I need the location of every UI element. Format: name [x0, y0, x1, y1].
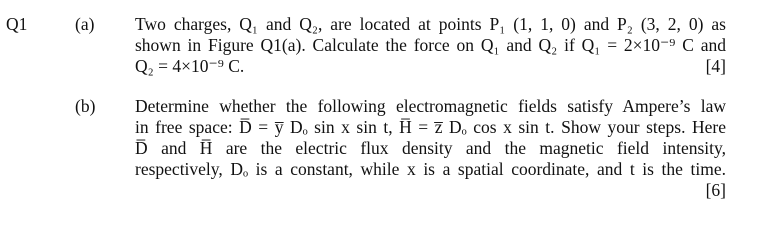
part-a-label: (a): [75, 14, 95, 34]
part-b-line-4: respectively, Dₒ is a constant, while x is a spatial coordinate, and t is the time.: [135, 159, 726, 179]
part-a-line-3: Q₂ = 4×10⁻⁹ C.: [135, 56, 245, 76]
part-a-text: [135, 14, 726, 77]
part-b-marks: [6]: [705, 180, 726, 199]
part-b-text: [135, 96, 726, 199]
part-b-line-3: D̅ and H̅ are the electric flux density and the magnetic field intensity,: [135, 138, 726, 158]
part-b-marks-row: [135, 180, 726, 199]
part-b-line-2: in free space: D̅ = y̅ Dₒ sin x sin t, H̅ = z̅ Dₒ cos x sin t. Show your steps. Here: [135, 117, 726, 137]
part-b-line-1: Determine whether the following electromagnetic fields satisfy Ampere’s law: [135, 96, 726, 116]
part-a-line-1: Two charges, Q₁ and Q₂, are located at points P₁ (1, 1, 0) and P₂ (3, 2, 0) as: [135, 14, 726, 34]
part-a-marks: [4]: [705, 56, 726, 76]
part-a-line-2: shown in Figure Q1(a). Calculate the force on Q₁ and Q₂ if Q₁ = 2×10⁻⁹ C and: [135, 35, 726, 55]
part-a-last-row: [135, 56, 726, 77]
part-b-label: (b): [75, 96, 96, 116]
question-number: Q1: [6, 14, 28, 34]
